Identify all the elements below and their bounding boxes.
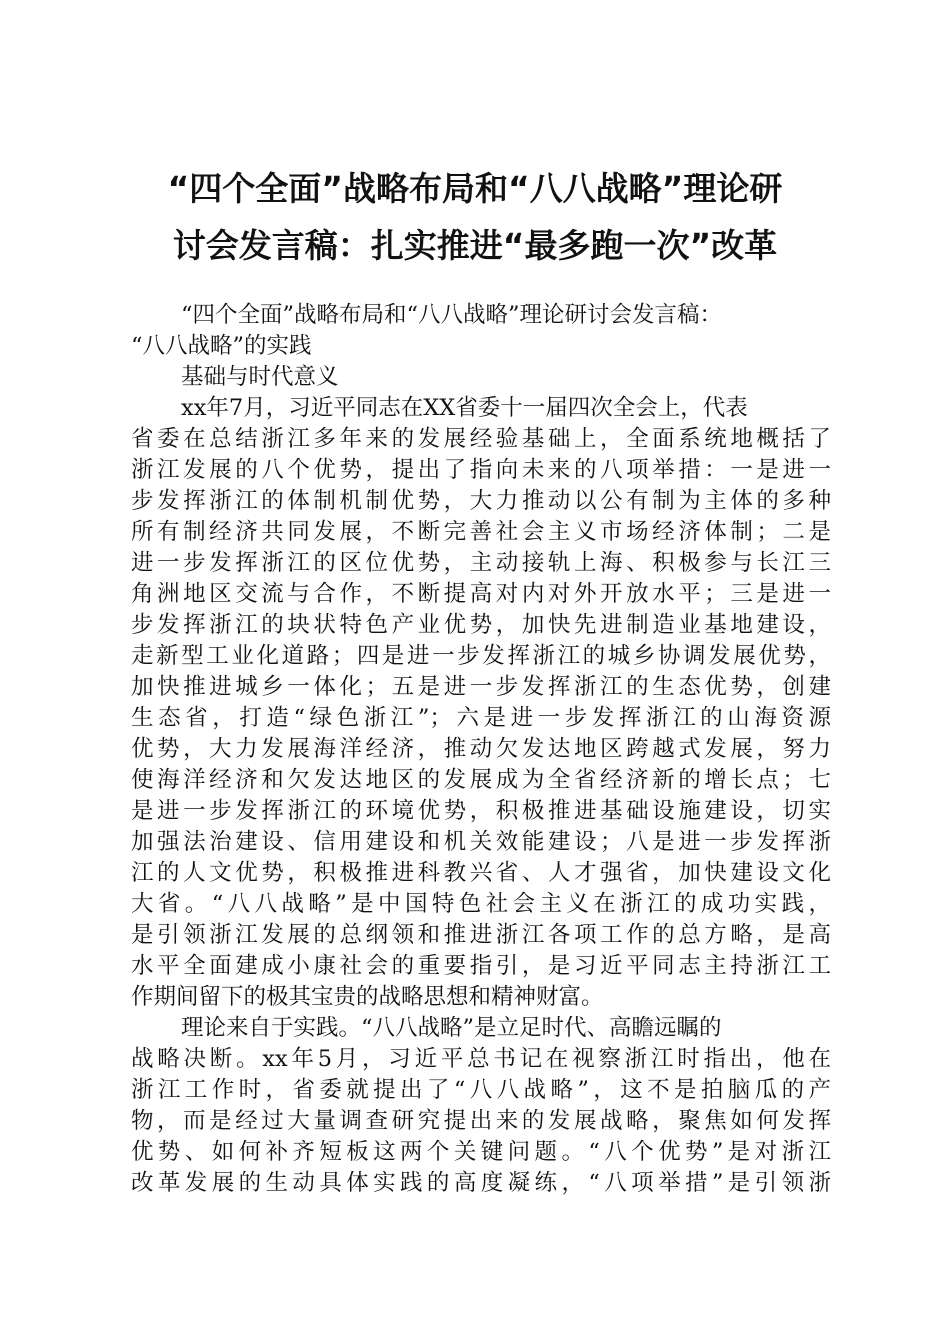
body-line: 战略决断。xx年5月，习近平总书记在视察浙江时指出，他在 bbox=[131, 1046, 831, 1072]
body-line: 角洲地区交流与合作，不断提高对内对外开放水平；三是进一 bbox=[131, 581, 831, 607]
body-line: 江的人文优势，积极推进科教兴省、人才强省，加快建设文化 bbox=[131, 860, 831, 886]
body-line: 步发挥浙江的块状特色产业优势，加快先进制造业基地建设， bbox=[131, 612, 831, 638]
body-line: 作期间留下的极其宝贵的战略思想和精神财富。 bbox=[131, 984, 604, 1010]
body-line: 进一步发挥浙江的区位优势，主动接轨上海、积极参与长江三 bbox=[131, 550, 831, 576]
body-line: 加快推进城乡一体化；五是进一步发挥浙江的生态优势，创建 bbox=[131, 674, 831, 700]
body-line: 是进一步发挥浙江的环境优势，积极推进基础设施建设，切实 bbox=[131, 798, 831, 824]
body-line: 水平全面建成小康社会的重要指引，是习近平同志主持浙江工 bbox=[131, 953, 831, 979]
body-line: 所有制经济共同发展，不断完善社会主义市场经济体制；二是 bbox=[131, 519, 831, 545]
body-line: “四个全面”战略布局和“八八战略”理论研讨会发言稿： bbox=[181, 302, 723, 328]
document-title-line-1: “四个全面”战略布局和“八八战略”理论研 bbox=[167, 169, 783, 208]
body-line: xx年7月，习近平同志在XX省委十一届四次全会上，代表 bbox=[181, 395, 748, 421]
body-line: 是引领浙江发展的总纲领和推进浙江各项工作的总方略，是高 bbox=[131, 922, 831, 948]
body-line: 生态省，打造“绿色浙江”；六是进一步发挥浙江的山海资源 bbox=[131, 705, 831, 731]
body-line: 物，而是经过大量调查研究提出来的发展战略，聚焦如何发挥 bbox=[131, 1108, 831, 1134]
body-line: 省委在总结浙江多年来的发展经验基础上，全面系统地概括了 bbox=[131, 426, 831, 452]
body-line: 理论来自于实践。“八八战略”是立足时代、高瞻远瞩的 bbox=[181, 1015, 722, 1041]
body-line: 改革发展的生动具体实践的高度凝练，“八项举措”是引领浙 bbox=[131, 1170, 831, 1196]
body-line: 优势、如何补齐短板这两个关键问题。“八个优势”是对浙江 bbox=[131, 1139, 831, 1165]
body-line: 走新型工业化道路；四是进一步发挥浙江的城乡协调发展优势， bbox=[131, 643, 831, 669]
body-line: 大省。“八八战略”是中国特色社会主义在浙江的成功实践， bbox=[131, 891, 831, 917]
body-line: 优势，大力发展海洋经济，推动欠发达地区跨越式发展，努力 bbox=[131, 736, 831, 762]
body-line: 基础与时代意义 bbox=[181, 364, 339, 390]
body-line: 使海洋经济和欠发达地区的发展成为全省经济新的增长点；七 bbox=[131, 767, 831, 793]
document-title-line-2: 讨会发言稿：扎实推进“最多跑一次”改革 bbox=[172, 226, 778, 265]
body-line: 加强法治建设、信用建设和机关效能建设；八是进一步发挥浙 bbox=[131, 829, 831, 855]
body-line: 浙江发展的八个优势，提出了指向未来的八项举措：一是进一 bbox=[131, 457, 831, 483]
body-line: “八八战略”的实践 bbox=[131, 333, 312, 359]
body-line: 步发挥浙江的体制机制优势，大力推动以公有制为主体的多种 bbox=[131, 488, 831, 514]
body-line: 浙江工作时，省委就提出了“八八战略”，这不是拍脑瓜的产 bbox=[131, 1077, 831, 1103]
